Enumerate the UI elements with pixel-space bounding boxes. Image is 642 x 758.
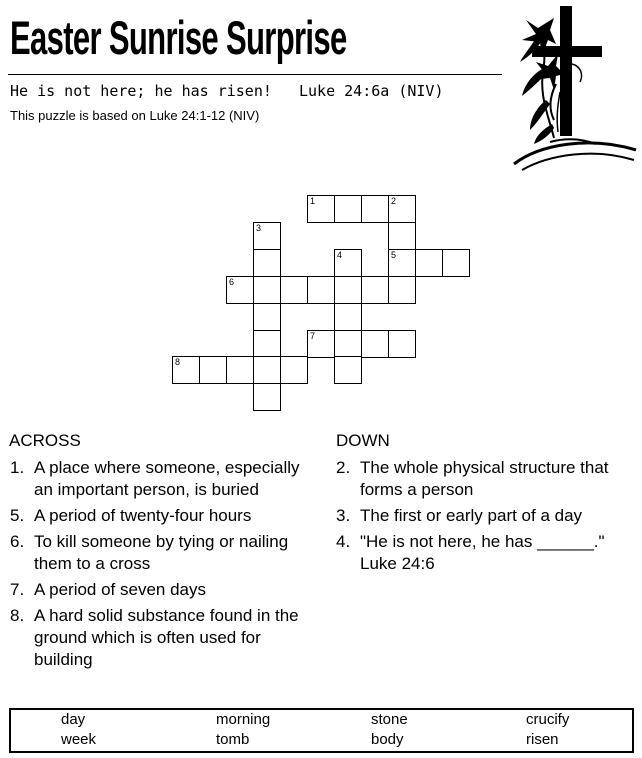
- cross-with-lilies-icon: [510, 4, 638, 172]
- across-clue: [10, 531, 310, 575]
- crossword-cell[interactable]: [226, 356, 254, 384]
- crossword-cell[interactable]: [253, 383, 281, 411]
- crossword-cell[interactable]: [361, 195, 389, 223]
- crossword-cell[interactable]: [388, 195, 416, 223]
- crossword-cell[interactable]: [415, 249, 443, 277]
- clue-num: 3.: [336, 506, 351, 525]
- crossword-cell[interactable]: [253, 303, 281, 331]
- word-bank: [9, 708, 634, 753]
- clue-num: 4.: [336, 532, 351, 551]
- word-bank-item: morning: [216, 711, 271, 728]
- across-clue-list: [10, 457, 310, 675]
- title-divider: [8, 74, 502, 75]
- crossword-cell[interactable]: [307, 276, 335, 304]
- across-clue: [10, 457, 310, 501]
- clue-text: "He is not here, he has ______." Luke 24:6: [360, 532, 605, 573]
- scripture-verse: He is not here; he has risen! Luke 24:6a (NIV): [10, 82, 444, 100]
- crossword-cell[interactable]: [307, 330, 335, 358]
- crossword-cell[interactable]: [253, 276, 281, 304]
- crossword-cell[interactable]: [253, 356, 281, 384]
- crossword-cell[interactable]: [172, 356, 200, 384]
- clue-number: 4: [337, 250, 343, 260]
- clue-number: 3: [256, 223, 262, 233]
- clue-text: A hard solid substance found in the ground which is often used for building: [34, 606, 299, 669]
- clue-text: A period of twenty-four hours: [34, 506, 252, 525]
- crossword-cell[interactable]: [334, 249, 362, 277]
- word-bank-item: day: [61, 711, 86, 728]
- crossword-cell[interactable]: [334, 330, 362, 358]
- clue-num: 5.: [10, 506, 25, 525]
- down-clue: [336, 505, 631, 527]
- across-clue: [10, 505, 310, 527]
- clue-text: A period of seven days: [34, 580, 207, 599]
- clue-text: A place where someone, especially an important person, is buried: [34, 458, 300, 499]
- down-heading: DOWN: [336, 431, 390, 450]
- crossword-cell[interactable]: [334, 276, 362, 304]
- clue-number: 8: [175, 357, 181, 367]
- word-bank-item: body: [371, 731, 404, 748]
- clue-number: 1: [310, 196, 316, 206]
- crossword-cell[interactable]: [199, 356, 227, 384]
- crossword-cell[interactable]: [253, 249, 281, 277]
- puzzle-source-note: This puzzle is based on Luke 24:1-12 (NIV): [10, 108, 260, 123]
- crossword-cell[interactable]: [388, 276, 416, 304]
- word-bank-item: stone: [371, 711, 408, 728]
- clue-num: 7.: [10, 580, 25, 599]
- crossword-cell[interactable]: [280, 356, 308, 384]
- crossword-cell[interactable]: [280, 276, 308, 304]
- clue-text: The first or early part of a day: [360, 506, 583, 525]
- clue-num: 2.: [336, 458, 351, 477]
- word-bank-item: week: [61, 731, 97, 748]
- crossword-cell[interactable]: [334, 195, 362, 223]
- clue-num: 8.: [10, 606, 25, 625]
- clue-num: 6.: [10, 532, 25, 551]
- crossword-cell[interactable]: [388, 330, 416, 358]
- crossword-cell[interactable]: [226, 276, 254, 304]
- crossword-cell[interactable]: [307, 195, 335, 223]
- clue-num: 1.: [10, 458, 25, 477]
- across-clue: [10, 605, 310, 671]
- crossword-cell[interactable]: [388, 249, 416, 277]
- crossword-cell[interactable]: [253, 330, 281, 358]
- crossword-cell[interactable]: [361, 330, 389, 358]
- clue-text: The whole physical structure that forms a person: [360, 458, 609, 499]
- down-clue: [336, 531, 631, 575]
- clue-number: 6: [229, 277, 235, 287]
- clue-number: 7: [310, 331, 316, 341]
- across-clue: [10, 579, 310, 601]
- word-bank-item: tomb: [216, 731, 250, 748]
- word-bank-item: risen: [526, 731, 559, 748]
- clue-number: 2: [391, 196, 397, 206]
- down-clue-list: [336, 457, 631, 579]
- crossword-cell[interactable]: [334, 356, 362, 384]
- page-title: Easter Sunrise Surprise: [10, 11, 347, 64]
- crossword-cell[interactable]: [253, 222, 281, 250]
- word-bank-item: crucify: [526, 711, 570, 728]
- down-clue: [336, 457, 631, 501]
- across-heading: ACROSS: [9, 431, 81, 450]
- crossword-cell[interactable]: [388, 222, 416, 250]
- clue-text: To kill someone by tying or nailing them to a cross: [34, 532, 289, 573]
- crossword-cell[interactable]: [334, 303, 362, 331]
- crossword-cell[interactable]: [361, 276, 389, 304]
- clue-number: 5: [391, 250, 397, 260]
- crossword-cell[interactable]: [442, 249, 470, 277]
